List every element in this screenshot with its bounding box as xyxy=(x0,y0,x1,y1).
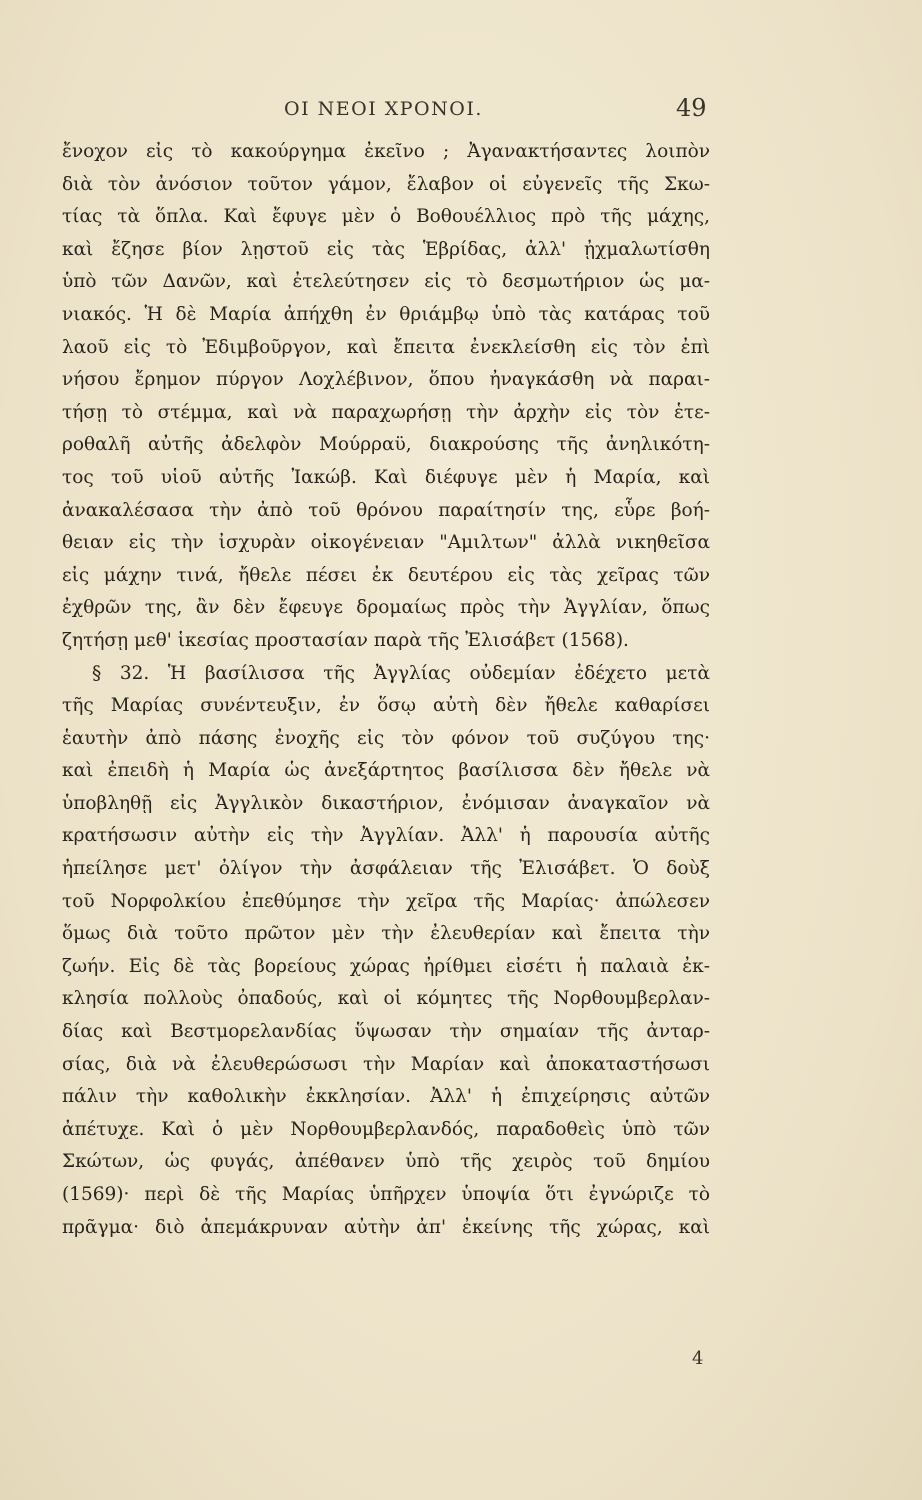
text-line: ἔνοχον εἰς τὸ κακούργημα ἐκεῖνο ; Ἀγανακτήσαντες λοιπὸν xyxy=(62,141,710,162)
text-line: Σκώτων, ὡς φυγάς, ἀπέθανεν ὑπὸ τῆς χειρὸς τοῦ δημίου xyxy=(62,1151,710,1173)
text-line: ροθαλῆ αὐτῆς ἀδελφὸν Μούρραϋ, διακρούσης τῆς ἀνηλικότη- xyxy=(62,434,710,456)
text-line: νιακός. Ἡ δὲ Μαρία ἀπήχθη ἐν θριάμβῳ ὑπὸ τὰς κατάρας τοῦ xyxy=(62,303,710,325)
text-line: κρατήσωσιν αὐτὴν εἰς τὴν Ἀγγλίαν. Ἀλλ' ἡ παρουσία αὐτῆς xyxy=(62,825,710,847)
text-line: πάλιν τὴν καθολικὴν ἐκκλησίαν. Ἀλλ' ἡ ἐπιχείρησις αὐτῶν xyxy=(62,1086,710,1108)
text-line: πρᾶγμα· διὸ ἀπεμάκρυναν αὐτὴν ἀπ' ἐκείνης τῆς χώρας, καὶ xyxy=(62,1216,710,1238)
text-line: λαοῦ εἰς τὸ Ἐδιμβοῦργον, καὶ ἔπειτα ἐνεκλείσθη εἰς τὸν ἐπὶ xyxy=(62,336,710,358)
running-title: ΟΙ ΝΕΟΙ ΧΡΟΝΟΙ. xyxy=(284,98,483,120)
text-line: § 32. Ἡ βασίλισσα τῆς Ἀγγλίας οὐδεμίαν ἐδέχετο μετὰ xyxy=(92,662,710,684)
text-line: δίας καὶ Βεστμορελανδίας ὕψωσαν τὴν σημαίαν τῆς ἀνταρ- xyxy=(62,1021,710,1043)
text-line: ὅμως διὰ τοῦτο πρῶτον μὲν τὴν ἐλευθερίαν καὶ ἔπειτα τὴν xyxy=(62,923,710,945)
text-line: τίας τὰ ὅπλα. Καὶ ἔφυγε μὲν ὁ Βοθουέλλιος πρὸ τῆς μάχης, xyxy=(62,206,710,228)
text-line: ἑαυτὴν ἀπὸ πάσης ἐνοχῆς εἰς τὸν φόνον τοῦ συζύγου της· xyxy=(62,727,710,749)
text-line: ἀπέτυχε. Καὶ ὁ μὲν Νορθουμβερλανδός, παραδοθεὶς ὑπὸ τῶν xyxy=(62,1118,710,1140)
text-line: ζητήσῃ μεθ' ἱκεσίας προστασίαν παρὰ τῆς Ἐλισάβετ (1568). xyxy=(62,629,629,651)
text-line: ὑποβληθῇ εἰς Ἀγγλικὸν δικαστήριον, ἐνόμισαν ἀναγκαῖον νὰ xyxy=(62,792,710,814)
body-text xyxy=(62,136,710,1244)
page-number: 49 xyxy=(676,94,707,122)
text-line: ἠπείλησε μετ' ὀλίγον τὴν ἀσφάλειαν τῆς Ἐλισάβετ. Ὁ δοὺξ xyxy=(62,858,710,880)
signature-mark: 4 xyxy=(692,1348,704,1369)
text-line: καὶ ἐπειδὴ ἡ Μαρία ὡς ἀνεξάρτητος βασίλισσα δὲν ἤθελε νὰ xyxy=(62,760,710,782)
text-line: ἐχθρῶν της, ἂν δὲν ἔφευγε δρομαίως πρὸς τὴν Ἀγγλίαν, ὅπως xyxy=(62,597,710,619)
text-line: νήσου ἔρημον πύργον Λοχλέβινον, ὅπου ἠναγκάσθη νὰ παραι- xyxy=(62,369,710,391)
text-line: καὶ ἔζησε βίον λῃστοῦ εἰς τὰς Ἑβρίδας, ἀλλ' ᾐχμαλωτίσθη xyxy=(62,238,710,260)
text-line: τος τοῦ υἱοῦ αὐτῆς Ἰακώβ. Καὶ διέφυγε μὲν ἡ Μαρία, καὶ xyxy=(62,466,710,488)
text-line: τῆς Μαρίας συνέντευξιν, ἐν ὅσῳ αὐτὴ δὲν ἤθελε καθαρίσει xyxy=(62,695,710,717)
text-line: τήσῃ τὸ στέμμα, καὶ νὰ παραχωρήσῃ τὴν ἀρχὴν εἰς τὸν ἑτε- xyxy=(62,401,710,423)
text-line: (1569)· περὶ δὲ τῆς Μαρίας ὑπῆρχεν ὑποψία ὅτι ἐγνώριζε τὸ xyxy=(62,1184,710,1205)
text-line: ὑπὸ τῶν Δανῶν, καὶ ἐτελεύτησεν εἰς τὸ δεσμωτήριον ὡς μα- xyxy=(62,271,710,293)
text-line: ζωήν. Εἰς δὲ τὰς βορείους χώρας ἠρίθμει εἰσέτι ἡ παλαιὰ ἐκ- xyxy=(62,955,710,977)
running-head xyxy=(0,94,922,128)
text-line: διὰ τὸν ἀνόσιον τοῦτον γάμον, ἔλαβον οἱ εὐγενεῖς τῆς Σκω- xyxy=(62,173,710,195)
text-line: εἰς μάχην τινά, ἤθελε πέσει ἐκ δευτέρου εἰς τὰς χεῖρας τῶν xyxy=(62,564,710,586)
text-line: σίας, διὰ νὰ ἐλευθερώσωσι τὴν Μαρίαν καὶ ἀποκαταστήσωσι xyxy=(62,1053,710,1075)
text-line: ἀνακαλέσασα τὴν ἀπὸ τοῦ θρόνου παραίτησίν της, εὗρε βοή- xyxy=(62,499,710,521)
text-line: τοῦ Νορφολκίου ἐπεθύμησε τὴν χεῖρα τῆς Μαρίας· ἀπώλεσεν xyxy=(62,890,710,912)
text-line: κλησία πολλοὺς ὀπαδούς, καὶ οἱ κόμητες τῆς Νορθουμβερλαν- xyxy=(62,988,710,1010)
text-line: θειαν εἰς τὴν ἰσχυρὰν οἰκογένειαν "Αμιλτων" ἀλλὰ νικηθεῖσα xyxy=(62,532,710,554)
